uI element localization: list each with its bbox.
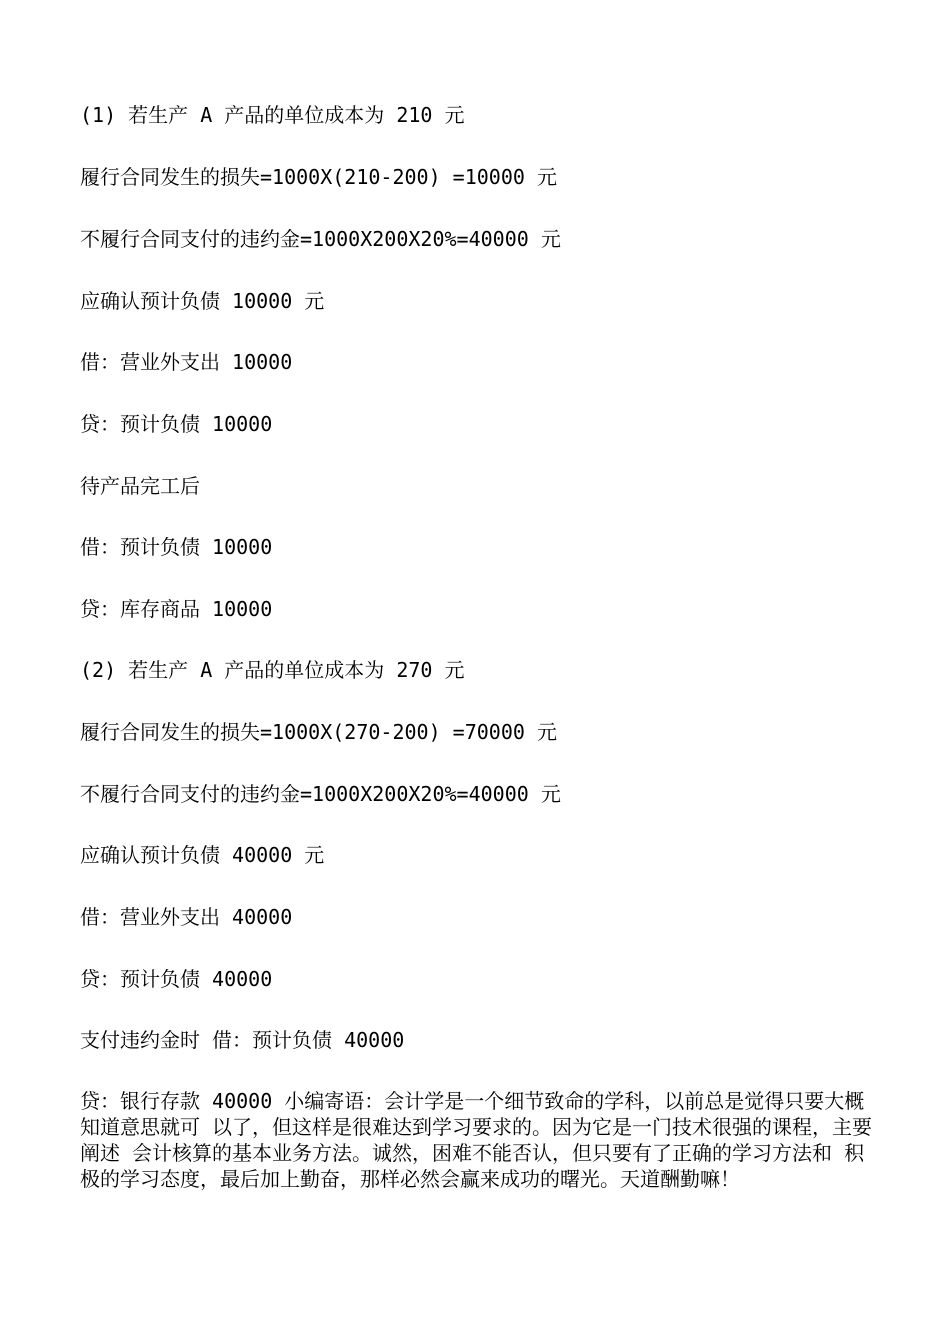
case-1-completion-debit: 借：预计负债 10000 xyxy=(80,535,273,559)
closing-paragraph: 贷：银行存款 40000 小编寄语：会计学是一个细节致命的学科，以前总是觉得只要大概知道意思就可 以了，但这样是很难达到学习要求的。因为它是一门技术很强的课程，主要阐述 会计核算的基本业务方法。诚然，困难不能否认，但只要有了正确的学习方法和 积极的学习态度，最后加上勤奋，那样必然会赢来成功的曙光。天道酬勤嘛！ xyxy=(80,1089,873,1191)
case-1-heading: (1) 若生产 A 产品的单位成本为 210 元 xyxy=(80,103,465,127)
case-1-performance-loss: 履行合同发生的损失=1000X(210-200) =10000 元 xyxy=(80,165,557,189)
case-1-completion-credit: 贷：库存商品 10000 xyxy=(80,597,273,621)
case-1-debit-entry: 借：营业外支出 10000 xyxy=(80,350,293,374)
case-2-recognized-liability: 应确认预计负债 40000 元 xyxy=(80,843,325,867)
case-2-debit-entry: 借：营业外支出 40000 xyxy=(80,905,293,929)
case-2-heading: (2) 若生产 A 产品的单位成本为 270 元 xyxy=(80,658,465,682)
after-completion-note: 待产品完工后 xyxy=(80,474,200,498)
case-1-credit-entry: 贷：预计负债 10000 xyxy=(80,412,273,436)
case-1-penalty: 不履行合同支付的违约金=1000X200X20%=40000 元 xyxy=(80,227,561,251)
case-1-recognized-liability: 应确认预计负债 10000 元 xyxy=(80,289,325,313)
case-2-performance-loss: 履行合同发生的损失=1000X(270-200) =70000 元 xyxy=(80,720,557,744)
case-2-penalty: 不履行合同支付的违约金=1000X200X20%=40000 元 xyxy=(80,782,561,806)
case-2-credit-entry: 贷：预计负债 40000 xyxy=(80,967,273,991)
penalty-payment-entry: 支付违约金时 借：预计负债 40000 xyxy=(80,1028,405,1052)
